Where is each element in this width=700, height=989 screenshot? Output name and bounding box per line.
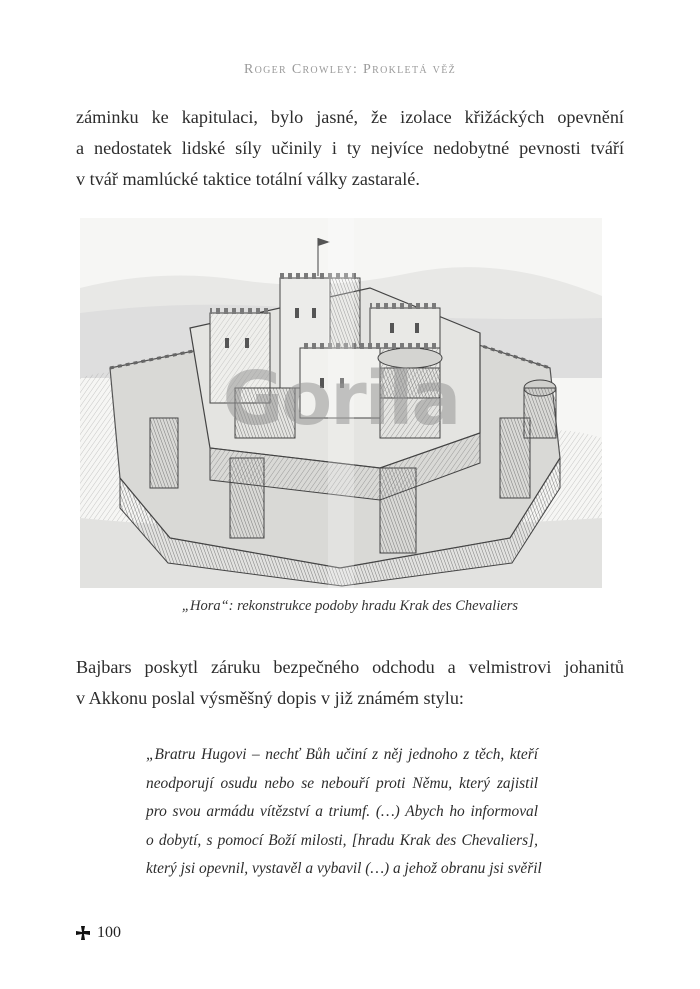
- text-line: v tvář mamlúcké taktice totální války zastaralé.: [76, 169, 420, 189]
- page-number: 100: [97, 924, 121, 941]
- text-line: v Akkonu poslal výsměšný dopis v již známém stylu:: [76, 688, 464, 708]
- figure-caption: „Hora“: rekonstrukce podoby hradu Krak des Chevaliers: [181, 598, 519, 614]
- castle-illustration: [80, 218, 602, 588]
- body-paragraph-2: [76, 652, 624, 714]
- watermark-logo: Gorila: [222, 356, 460, 442]
- quote-line: který jsi opevnil, vystavěl a vybavil (…) a jehož obranu jsi svěřil: [146, 860, 542, 877]
- text-line: Bajbars poskytl záruku bezpečného odchodu a velmistrovi johanitů: [76, 657, 624, 677]
- quote-line: „Bratru Hugovi – nechť Bůh učiní z něj jednoho z těch, kteří: [146, 746, 538, 763]
- quote-line: o dobytí, s pomocí Boží milosti, [hradu Krak des Chevaliers],: [146, 831, 538, 849]
- running-head: Roger Crowley: Prokletá věž: [243, 62, 457, 77]
- quote-line: pro svou armádu vítězství a triumf. (…) Abych ho informoval: [146, 803, 538, 820]
- quote-line: neodporují osudu nebo se nebouří proti Němu, který zajistil: [146, 774, 538, 792]
- body-paragraph-1: [76, 102, 624, 195]
- text-line: a nedostatek lidské síly učinily i ty nejvíce nedobytné pevnosti tváří: [76, 138, 624, 158]
- text-line: záminku ke kapitulaci, bylo jasné, že izolace křižáckých opevnění: [76, 107, 624, 127]
- cross-pattee-icon: [76, 926, 90, 940]
- block-quote: [146, 741, 542, 884]
- page-footer: [76, 924, 121, 942]
